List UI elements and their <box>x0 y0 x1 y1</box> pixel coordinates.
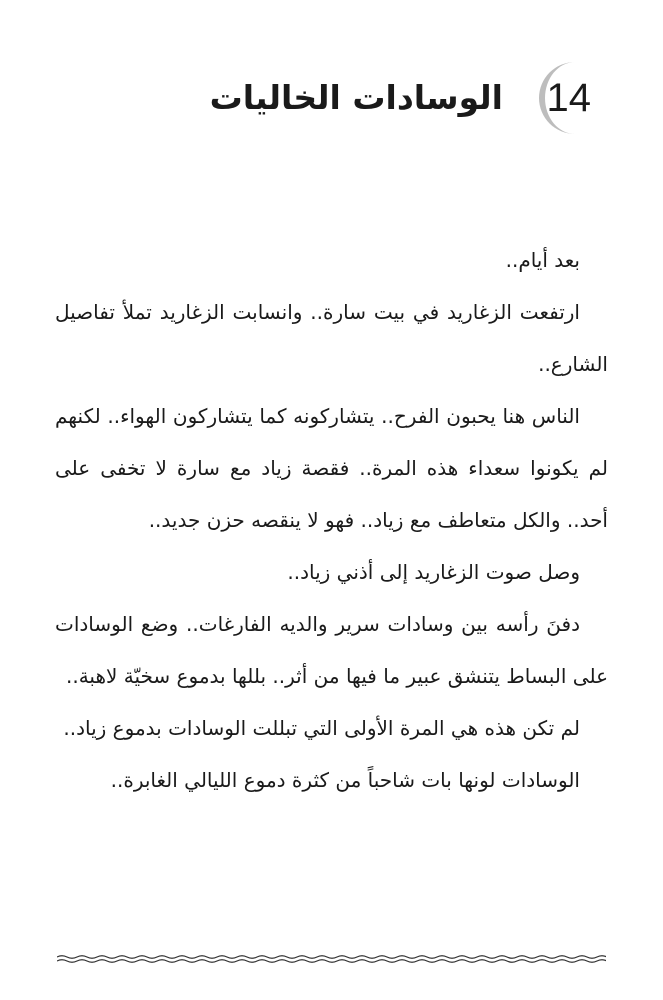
chapter-header <box>210 58 593 138</box>
paragraph: لم تكن هذه هي المرة الأولى التي تبللت الوسادات بدموع زياد.. <box>63 716 580 740</box>
paragraph: الناس هنا يحبون الفرح.. يتشاركونه كما يتشاركون الهواء.. لكنهم لم يكونوا سعداء هذه المرة.. فقصة زياد مع سارة لا تخفى على أحد.. والكل متعاطف مع زياد.. فهو لا ينقصه حزن جديد.. <box>55 404 608 532</box>
chapter-number-badge <box>529 58 593 138</box>
chapter-number: 14 <box>546 76 591 120</box>
wavy-divider <box>57 953 606 965</box>
chapter-body <box>55 234 608 806</box>
paragraph: وصل صوت الزغاريد إلى أذني زياد.. <box>287 560 580 584</box>
paragraph: ارتفعت الزغاريد في بيت سارة.. وانسابت الزغاريد تملأ تفاصيل الشارع.. <box>55 300 608 376</box>
paragraph: دفنَ رأسه بين وسادات سرير والديه الفارغات.. وضع الوسادات على البساط يتنشق عبير ما فيها من أثر.. بللها بدموع سخيّة لاهبة.. <box>55 612 608 688</box>
chapter-title: الوسادات الخاليات <box>209 78 503 117</box>
paragraph: بعد أيام.. <box>505 248 580 272</box>
paragraph: الوسادات لونها بات شاحباً من كثرة دموع الليالي الغابرة.. <box>110 768 580 792</box>
